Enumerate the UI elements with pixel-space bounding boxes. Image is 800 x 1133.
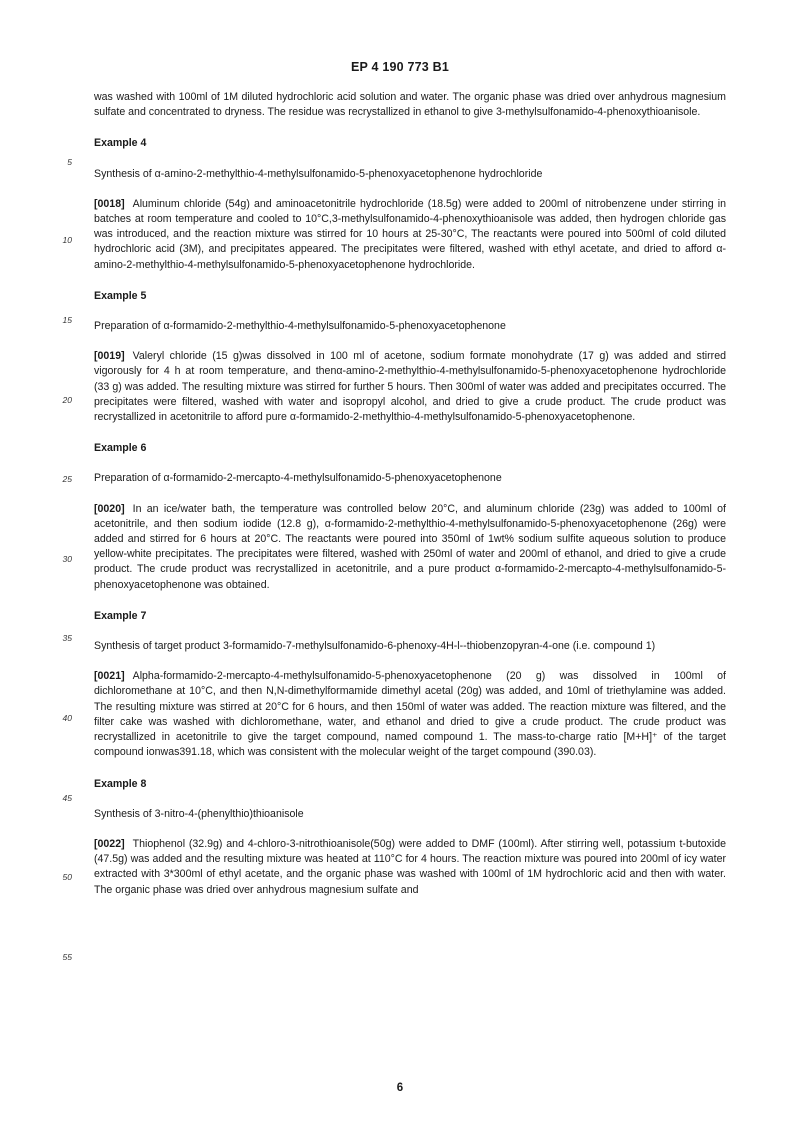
line-number: 55 xyxy=(62,952,72,962)
line-number: 10 xyxy=(62,235,72,245)
section-subtitle: Preparation of α-formamido-2-methylthio-4-methylsulfonamido-5-phenoxyacetophenone xyxy=(94,320,506,333)
page-header: EP 4 190 773 B1 xyxy=(351,60,449,74)
document-body xyxy=(94,90,726,898)
section-heading: Example 7 xyxy=(94,609,147,622)
line-number: 15 xyxy=(62,315,72,325)
numbered-paragraph xyxy=(94,669,726,760)
numbered-paragraph xyxy=(94,502,726,593)
line-number: 20 xyxy=(62,395,72,405)
page-number: 6 xyxy=(396,1082,404,1094)
section-subtitle: Preparation of α-formamido-2-mercapto-4-methylsulfonamido-5-phenoxyacetophenone xyxy=(94,472,502,485)
line-number: 35 xyxy=(62,633,72,643)
section-heading: Example 4 xyxy=(94,137,147,150)
section-heading: Example 6 xyxy=(94,442,147,455)
line-number: 45 xyxy=(62,793,72,803)
paragraph-number: [0019] xyxy=(94,350,125,363)
paragraph-text: Valeryl chloride (15 g)was dissolved in 100 ml of acetone, sodium formate monohydrate (17 g) was added and stirred vigorously for 4 h at room temperature, and thenα-amino-2-methylthio-4-methylsulfonamido-5-phenoxyacetophenone hydrochloride (33 g) was added. The resulting mixture was stirred for further 5 hours. Then 300ml of water was added and precipitates occurred. The precipitates were filtered, washed with water and isopropyl alcohol, and dried to give a crude product. The crude product was recrystallized in acetonitrile to afford pure α-formamido-2-methylthio-4-methylsulfonamido-5-phenoxyacetophenone. xyxy=(94,350,726,424)
section-subtitle: Synthesis of 3-nitro-4-(phenylthio)thioanisole xyxy=(94,807,304,820)
section-heading: Example 8 xyxy=(94,777,147,790)
numbered-paragraph xyxy=(94,349,726,425)
body-text: was washed with 100ml of 1M diluted hydrochloric acid solution and water. The organic phase was dried over anhydrous magnesium sulfate and concentrated to dryness. The residue was recrystallized in ethanol to give 3-methylsulfonamido-4-phenoxythioanisole. xyxy=(94,91,726,119)
section-subtitle: Synthesis of target product 3-formamido-7-methylsulfonamido-6-phenoxy-4H-l--thiobenzopyran-4-one (i.e. compound 1) xyxy=(94,640,656,653)
paragraph-text: In an ice/water bath, the temperature was controlled below 20°C, and aluminum chloride (23g) was added to 100ml of acetonitrile, and then sodium iodide (12.8 g), α-formamido-2-methylthio-4-methylsulfonamido-5-phenoxyacetophenone (26g) were added and stirred for 6 hours at 20°C. The reactants were poured into 350ml of 1wt% sodium sulfite aqueous solution to produce yellow-white precipitates. The precipitates were filtered, washed with 250ml of water and 200ml of ethanol, and dried to give a crude product. The crude product was recrystallized in acetonitrile, and a pure product α-formamido-2-mercapto-4-methylsulfonamido-5-phenoxyacetophenone was obtained. xyxy=(94,502,726,591)
paragraph-number: [0022] xyxy=(94,837,125,850)
paragraph-number: [0020] xyxy=(94,502,125,515)
line-number: 5 xyxy=(67,157,72,167)
line-number: 40 xyxy=(62,713,72,723)
numbered-paragraph xyxy=(94,197,726,273)
paragraph-text: Aluminum chloride (54g) and aminoacetonitrile hydrochloride (18.5g) were added to 200ml of nitrobenzene under stirring in batches at room temperature and cooled to 10°C,3-methylsulfonamido-4-phenoxythioanisole was added, then hydrogen chloride gas was introduced, and the reaction mixture was stirred for 10 hours at 25-30°C, The reactants were poured into 500ml of cold diluted hydrochloric acid (3M), and precipitates appeared. The precipitates were filtered, washed with ethyl acetate, and dried to afford α-amino-2-methylthio-4-methylsulfonamido-5-phenoxyacetophenone hydrochloride. xyxy=(94,197,726,271)
paragraph-text: Alpha-formamido-2-mercapto-4-methylsulfonamido-5-phenoxyacetophenone (20 g) was dissolved in 100ml of dichloromethane at 10°C, and then N,N-dimethylformamide dimethyl acetal (20g) was added, and 10ml of triethylamine was added. The resulting mixture was stirred at 20°C for 6 hours, and then 150ml of water was added. The reaction mixture was filtered, and the filter cake was washed with dichloromethane, water, and ethanol and dried to give a crude product. The crude product was recrystallized in acetonitrile to give the target compound, named compound 1. The mass-to-charge ratio [M+H]⁺ of the target compound ionwas391.18, which was consistent with the molecular weight of the target compound (390.03). xyxy=(94,670,726,759)
section-subtitle: Synthesis of α-amino-2-methylthio-4-methylsulfonamido-5-phenoxyacetophenone hydrochloride xyxy=(94,167,543,180)
line-number: 25 xyxy=(62,474,72,484)
paragraph-number: [0018] xyxy=(94,197,125,210)
paragraph-number: [0021] xyxy=(94,670,125,683)
numbered-paragraph xyxy=(94,837,726,898)
line-number: 30 xyxy=(62,554,72,564)
section-heading: Example 5 xyxy=(94,289,147,302)
line-number: 50 xyxy=(62,872,72,882)
paragraph-text: Thiophenol (32.9g) and 4-chloro-3-nitrothioanisole(50g) were added to DMF (100ml). After stirring well, potassium t-butoxide (47.5g) was added and the resulting mixture was heated at 110°C for 4 hours. The reaction mixture was poured into 200ml of icy water extracted with 3*300ml of ethyl acetate, and the organic phase was washed with 100ml of 1M hydrochloric acid and then with water. The organic phase was dried over anhydrous magnesium sulfate and xyxy=(94,837,726,896)
